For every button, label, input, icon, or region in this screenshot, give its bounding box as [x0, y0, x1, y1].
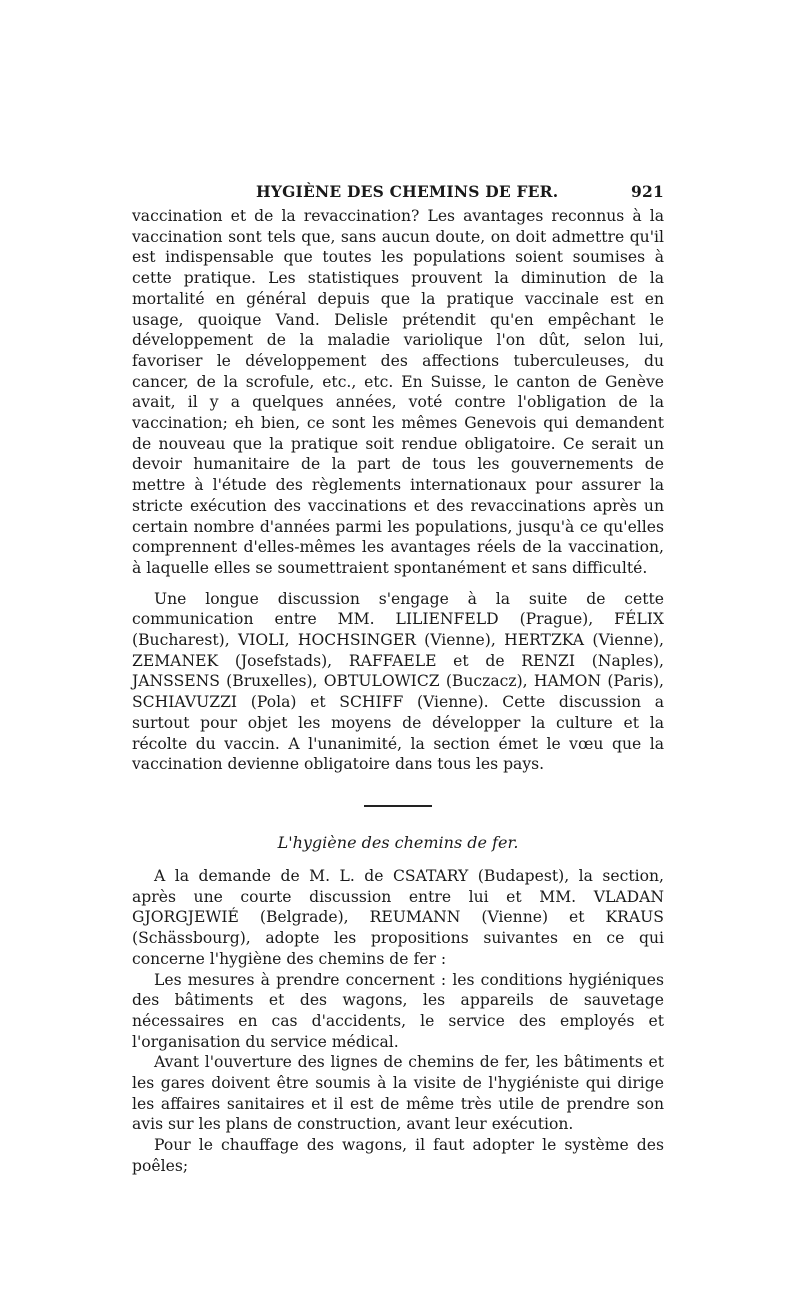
- paragraph-discussion: Une longue discussion s'engage à la suite de cette communication entre MM. LILIENFELD (Prague), FÉLIX (Bucharest), VIOLI, HOCHSINGER (Vienne), HERTZKA (Vienne), ZEMANEK (Josefstads), RAFFAELE et de RENZI (Naples), JANSSENS (Bruxelles), OBTULOWICZ (Buczacz), HAMON (Paris), SCHIAVUZZI (Pola) et SCHIFF (Vienne). Cette discussion a surtout pour objet les moyens de développer la culture et la récolte du vaccin. A l'unanimité, la section émet le vœu que la vaccination devienne obligatoire dans tous les pays.: [132, 589, 664, 774]
- book-page: [132, 176, 664, 1177]
- paragraph-measures: Les mesures à prendre concernent : les conditions hygiéniques des bâtiments et des wagons, les appareils de sauvetage nécessaires en cas d'accidents, le service des employés et l'organisation du service médical.: [132, 970, 664, 1051]
- page-header: [132, 176, 664, 206]
- paragraph-csatary-proposal: A la demande de M. L. de CSATARY (Budapest), la section, après une courte discussion entre lui et MM. VLADAN GJORGJEWIÉ (Belgrade), REUMANN (Vienne) et KRAUS (Schässbourg), adopte les propositions suivantes en ce qui concerne l'hygiène des chemins de fer :: [132, 866, 664, 968]
- page-number: 921: [631, 182, 664, 201]
- section-divider: [364, 805, 432, 807]
- running-title: HYGIÈNE DES CHEMINS DE FER.: [256, 182, 559, 201]
- paragraph-heating: Pour le chauffage des wagons, il faut adopter le système des poêles;: [132, 1136, 664, 1175]
- paragraph-vaccination-continued: vaccination et de la revaccination? Les avantages reconnus à la vaccination sont tels que, sans aucun doute, on doit admettre qu'il est indispensable que toutes les populations soient soumises à cette pratique. Les statistiques prouvent la diminution de la mortalité en général depuis que la pratique vaccinale est en usage, quoique Vand. Delisle prétendit qu'en empêchant le développement de la maladie variolique l'on dût, selon lui, favoriser le développement des affections tuberculeuses, du cancer, de la scrofule, etc., etc. En Suisse, le canton de Genève avait, il y a quelques années, voté contre l'obligation de la vaccination; eh bien, ce sont les mêmes Genevois qui demandent de nouveau que la pratique soit rendue obligatoire. Ce serait un devoir humanitaire de la part de tous les gouvernements de mettre à l'étude des règlements internationaux pour assurer la stricte exécution des vaccinations et des revaccinations après un certain nombre d'années parmi les populations, jusqu'à ce qu'elles comprennent d'elles-mêmes les avantages réels de la vaccination, à laquelle elles se soumettraient spontanément et sans difficulté.: [132, 207, 664, 577]
- section-title: L'hygiène des chemins de fer.: [277, 832, 519, 852]
- paragraph-inspection: Avant l'ouverture des lignes de chemins de fer, les bâtiments et les gares doivent être soumis à la visite de l'hygiéniste qui dirige les affaires sanitaires et il est de même très utile de prendre son avis sur les plans de construction, avant leur exécution.: [132, 1053, 664, 1134]
